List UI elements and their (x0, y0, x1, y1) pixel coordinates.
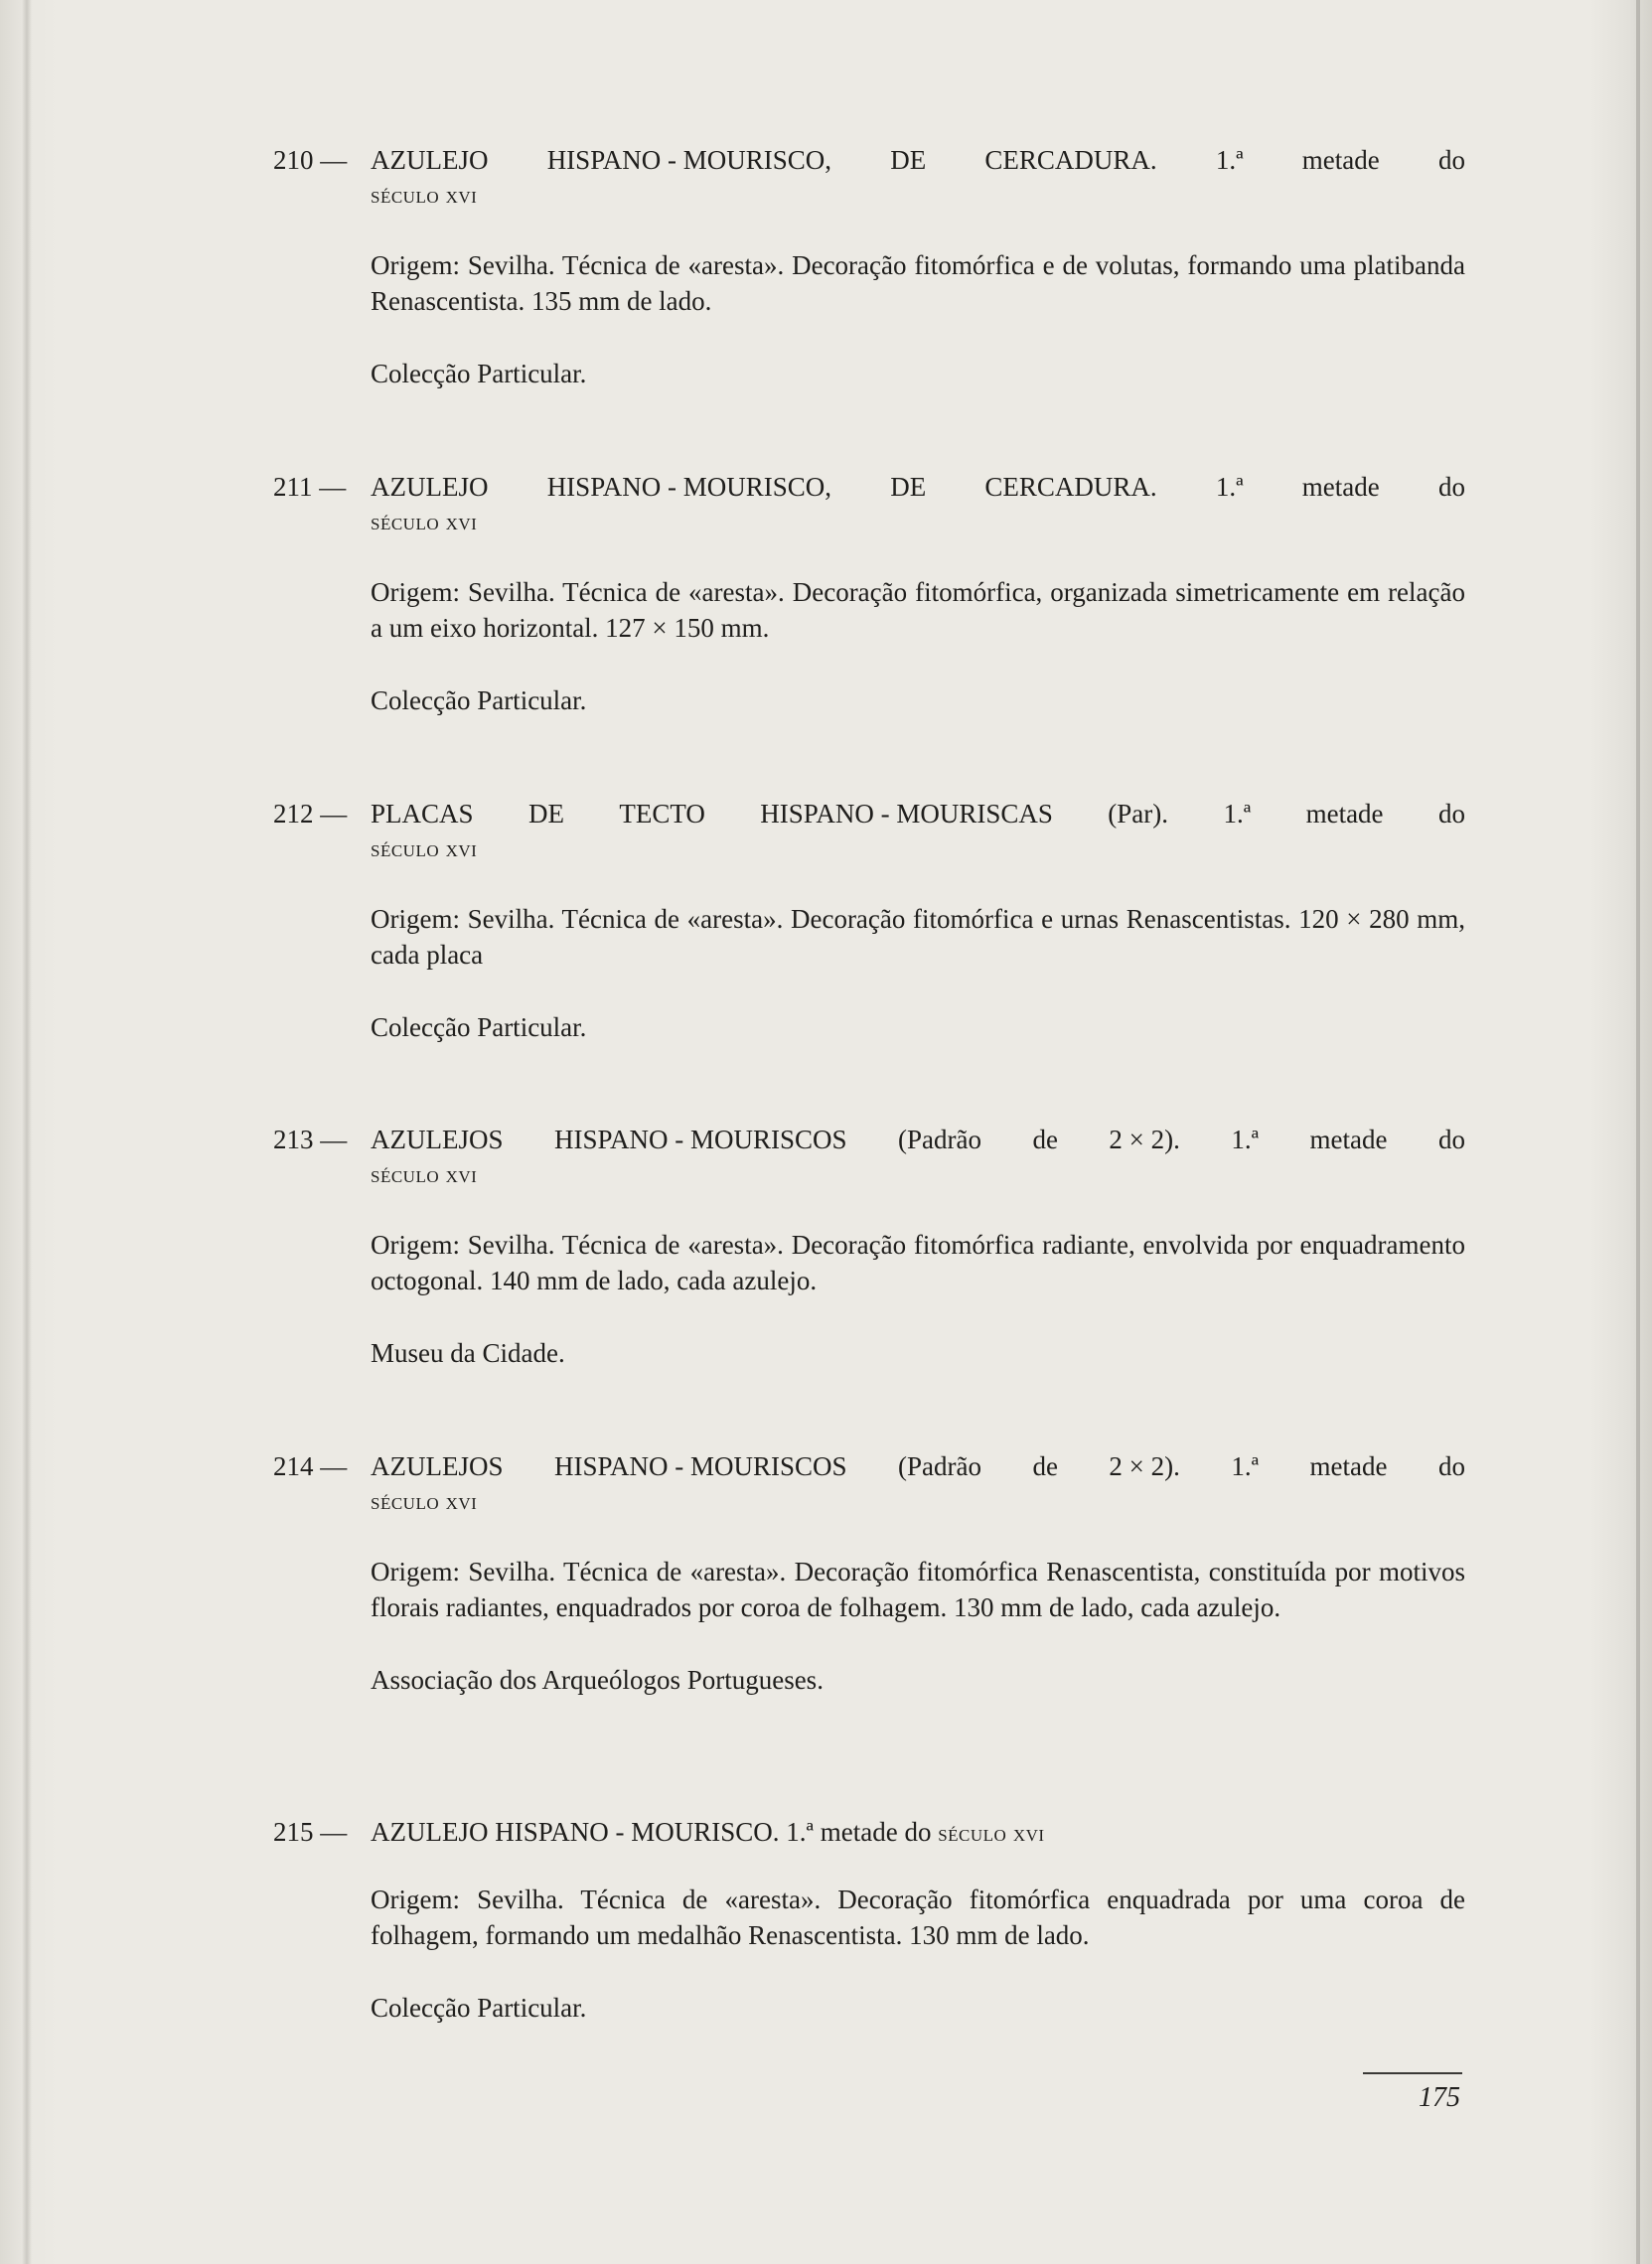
entry-number: 215 — (273, 1817, 348, 1847)
entry-description: Origem: Sevilha. Técnica de «aresta». Decoração fitomórfica radiante, envolvida por enquadramento octogonal. 140 mm de lado, cada azulejo. (371, 1230, 1465, 1295)
entry-title-continuation: século xvi (371, 1489, 478, 1515)
entry-title: PLACAS DE TECTO HISPANO - MOURISCAS (Par). 1.ª metade do (371, 799, 1465, 829)
entry-number: 213 — (273, 1125, 348, 1154)
catalog-entry (273, 469, 1465, 718)
entry-description: Origem: Sevilha. Técnica de «aresta». Decoração fitomórfica Renascentista, constituída por motivos florais radiantes, enquadrados por coroa de folhagem. 130 mm de lado, cada azulejo. (371, 1557, 1465, 1622)
entry-number: 210 — (273, 145, 348, 175)
entry-heading (273, 1448, 1465, 1520)
entry-collection: Colecção Particular. (371, 359, 587, 388)
entry-title: AZULEJO HISPANO - MOURISCO, DE CERCADURA. 1.ª metade do (371, 472, 1465, 502)
catalog-entry (273, 796, 1465, 1045)
entry-description: Origem: Sevilha. Técnica de «aresta». Decoração fitomórfica e de volutas, formando uma platibanda Renascentista. 135 mm de lado. (371, 250, 1465, 316)
entry-title: AZULEJOS HISPANO - MOURISCOS (Padrão de 2 × 2). 1.ª metade do (371, 1451, 1465, 1481)
entry-description: Origem: Sevilha. Técnica de «aresta». Decoração fitomórfica e urnas Renascentistas. 120 × 280 mm, cada placa (371, 904, 1465, 970)
entry-collection: Colecção Particular. (371, 685, 587, 715)
entry-heading (273, 1122, 1465, 1193)
entry-collection: Colecção Particular. (371, 1993, 587, 2023)
entry-description: Origem: Sevilha. Técnica de «aresta». Decoração fitomórfica enquadrada por uma coroa de folhagem, formando um medalhão Renascentista. 130 mm de lado. (371, 1885, 1465, 1950)
entry-title-continuation: século xvi (371, 183, 478, 209)
entry-heading (273, 1814, 1465, 1852)
entry-heading (273, 142, 1465, 214)
entry-description: Origem: Sevilha. Técnica de «aresta». Decoração fitomórfica, organizada simetricamente em relação a um eixo horizontal. 127 × 150 mm. (371, 577, 1465, 643)
catalog-entry (273, 1448, 1465, 1698)
footer-rule (1363, 2072, 1462, 2074)
entry-number: 211 — (273, 472, 347, 502)
entry-title-continuation: século xvi (371, 836, 478, 862)
page-number: 175 (1419, 2082, 1460, 2113)
entry-heading (273, 469, 1465, 540)
entry-title-continuation: século xvi (371, 1162, 478, 1188)
catalog-entry (273, 1814, 1465, 2026)
entry-collection: Museu da Cidade. (371, 1338, 565, 1368)
entry-title: AZULEJO HISPANO - MOURISCO, DE CERCADURA. 1.ª metade do (371, 145, 1465, 175)
page-spine-shadow (22, 0, 32, 2264)
page-edge (1636, 0, 1640, 2264)
entry-title: AZULEJOS HISPANO - MOURISCOS (Padrão de 2 × 2). 1.ª metade do (371, 1125, 1465, 1154)
entry-heading (273, 796, 1465, 867)
catalog-entry (273, 142, 1465, 391)
entry-title: AZULEJO HISPANO - MOURISCO. 1.ª metade do século xvi (371, 1817, 1045, 1847)
entry-title-continuation: século xvi (371, 510, 478, 535)
entry-number: 214 — (273, 1451, 348, 1481)
entry-collection: Associação dos Arqueólogos Portugueses. (371, 1665, 824, 1695)
catalog-entry (273, 1122, 1465, 1371)
entry-number: 212 — (273, 799, 348, 829)
entry-collection: Colecção Particular. (371, 1012, 587, 1042)
